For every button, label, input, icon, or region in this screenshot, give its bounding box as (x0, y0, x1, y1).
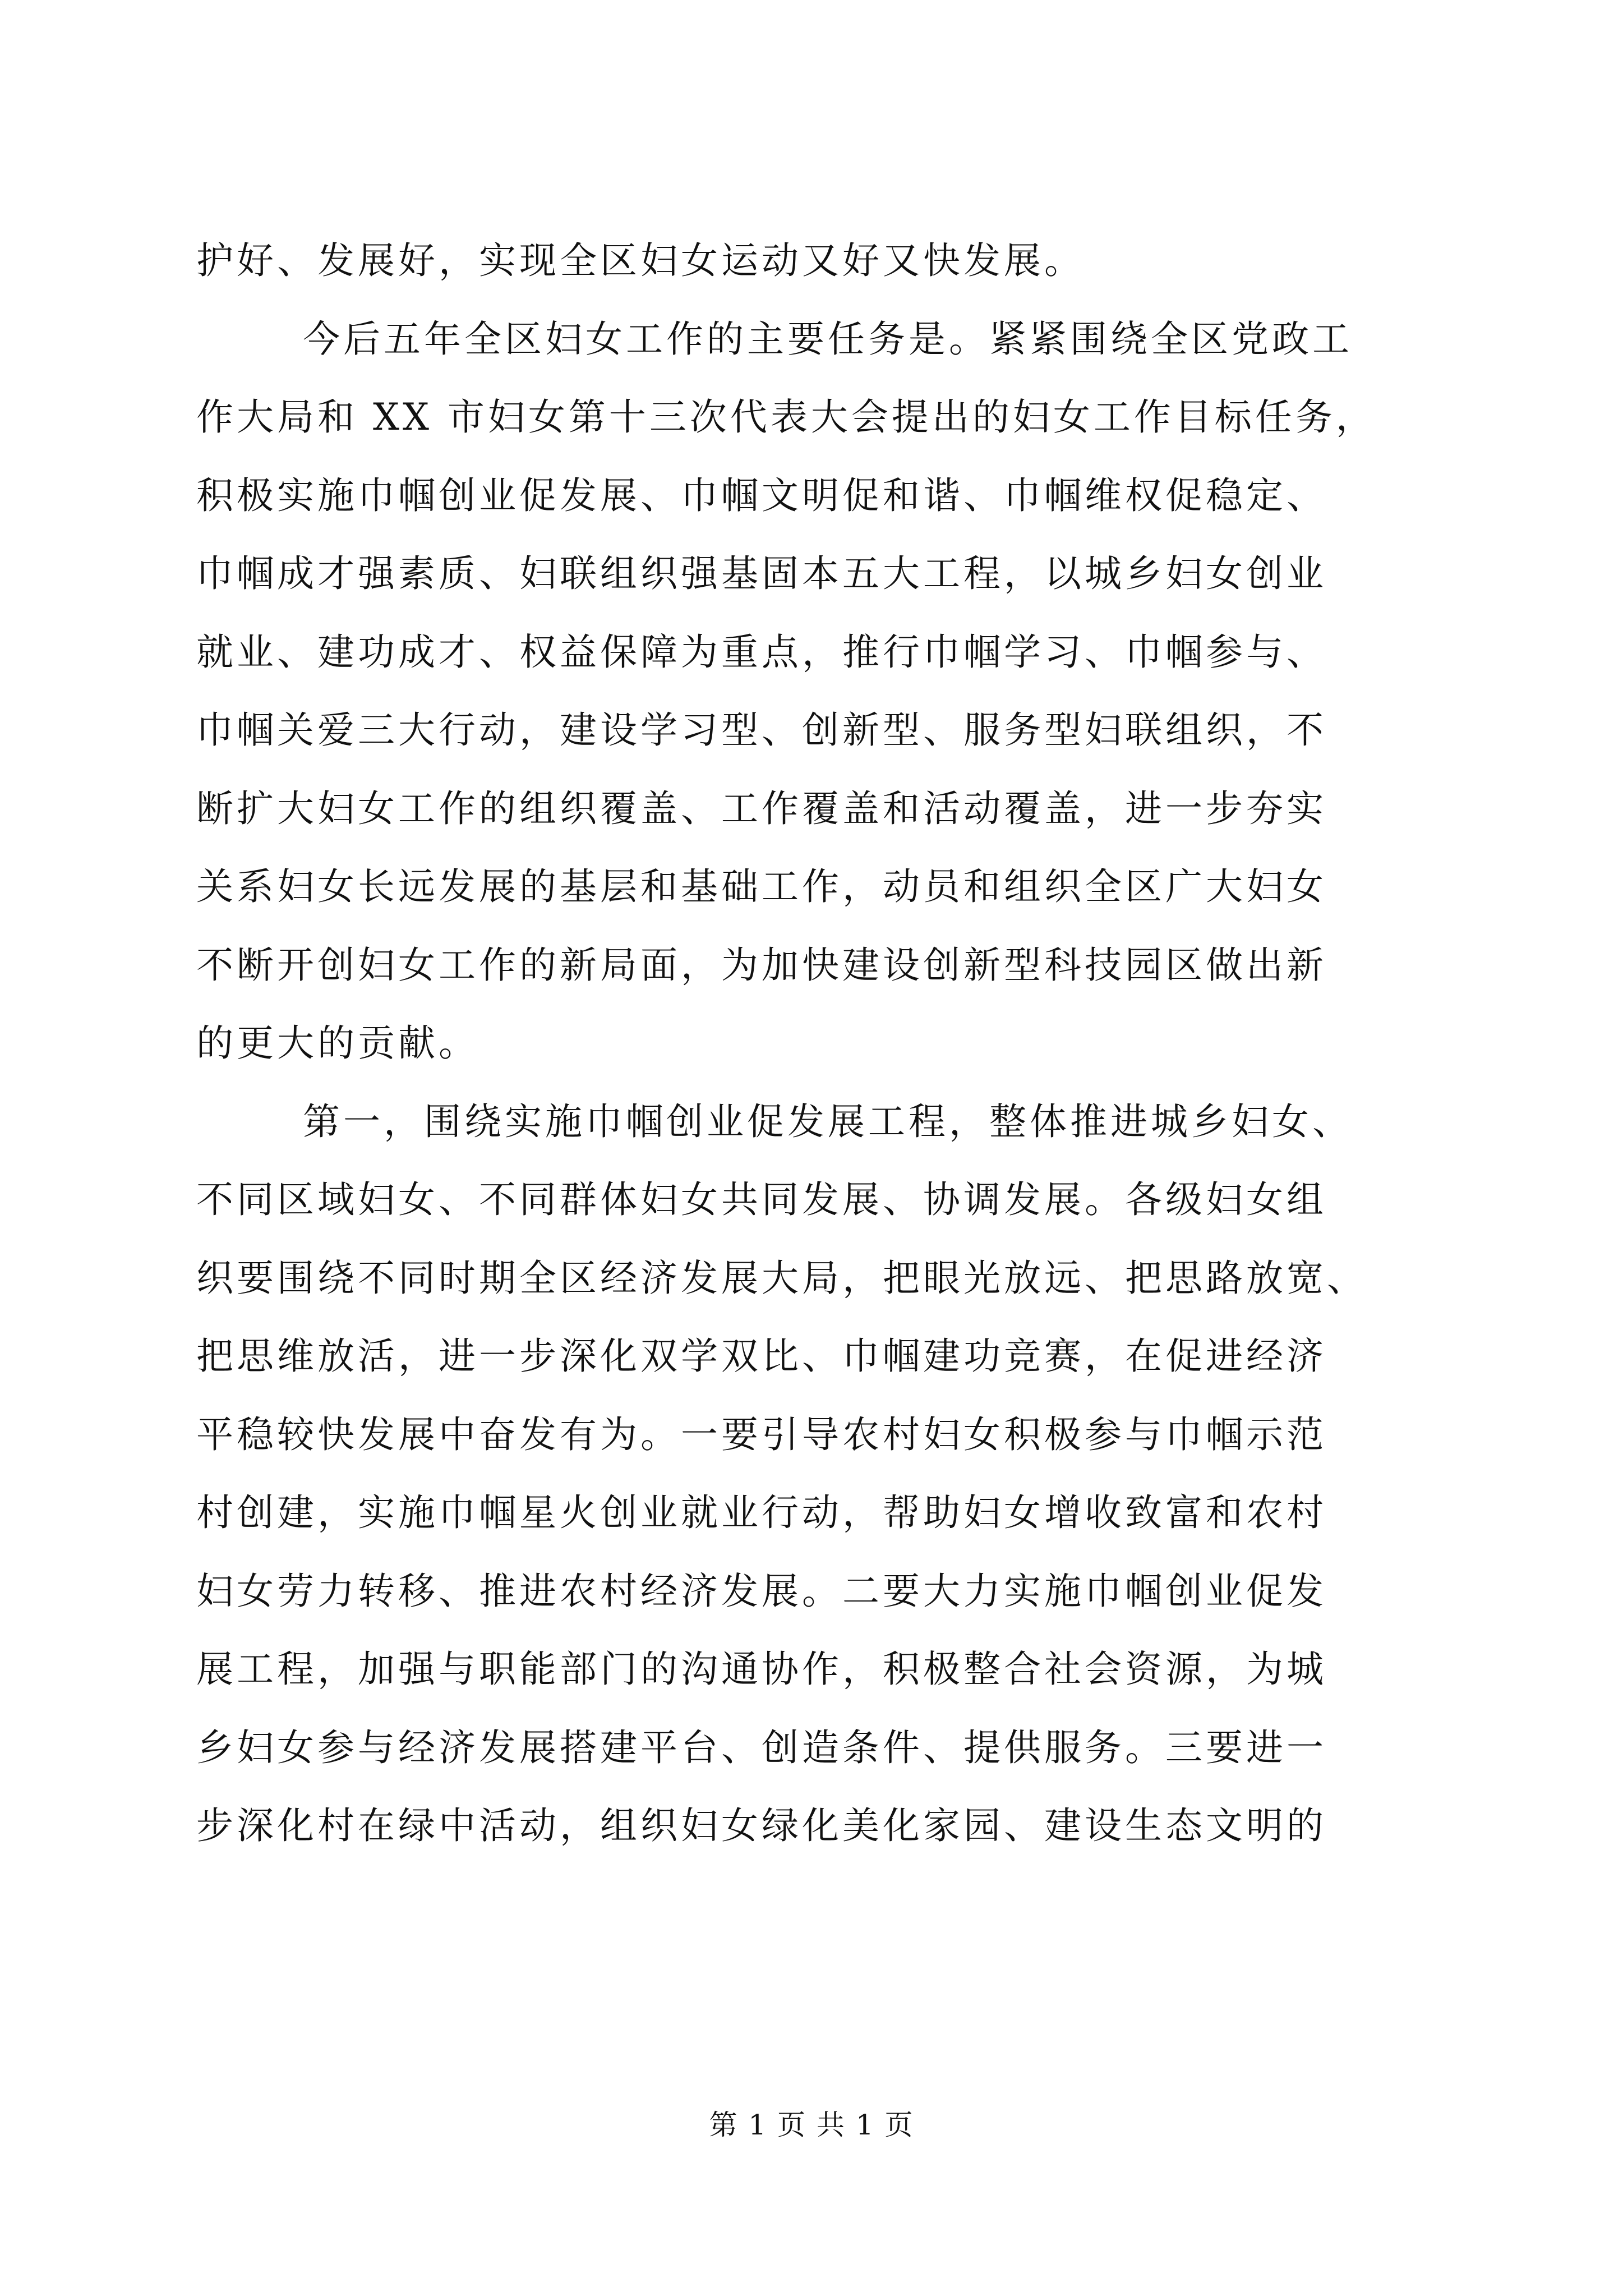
text-line: 乡妇女参与经济发展搭建平台、创造条件、提供服务。三要进一 (196, 1726, 1327, 1769)
text-line: 织要围绕不同时期全区经济发展大局，把眼光放远、把思路放宽、 (196, 1256, 1367, 1300)
text-line: 积极实施巾帼创业促发展、巾帼文明促和谐、巾帼维权促稳定、 (196, 473, 1327, 517)
text-line: 平稳较快发展中奋发有为。一要引导农村妇女积极参与巾帼示范 (196, 1412, 1327, 1456)
text-line: 巾帼关爱三大行动，建设学习型、创新型、服务型妇联组织，不 (196, 708, 1327, 752)
paragraph-first-line: 今后五年全区妇女工作的主要任务是。紧紧围绕全区党政工 (303, 317, 1353, 361)
text-line: 的更大的贡献。 (196, 1022, 479, 1065)
paragraph-first-line: 第一，围绕实施巾帼创业促发展工程，整体推进城乡妇女、 (303, 1099, 1353, 1143)
text-line: 村创建，实施巾帼星火创业就业行动，帮助妇女增收致富和农村 (196, 1491, 1327, 1534)
text-line: 展工程，加强与职能部门的沟通协作，积极整合社会资源，为城 (196, 1648, 1327, 1691)
document-body (196, 222, 1430, 1865)
text-line: 不断开创妇女工作的新局面，为加快建设创新型科技园区做出新 (196, 943, 1327, 987)
text-line: 步深化村在绿中活动，组织妇女绿化美化家园、建设生态文明的 (196, 1804, 1327, 1847)
text-line: 关系妇女长远发展的基层和基础工作，动员和组织全区广大妇女 (196, 865, 1327, 908)
text-line: 巾帼成才强素质、妇联组织强基固本五大工程，以城乡妇女创业 (196, 552, 1327, 595)
text-line: 作大局和 XX 市妇女第十三次代表大会提出的妇女工作目标任务， (196, 395, 1376, 439)
text-line: 不同区域妇女、不同群体妇女共同发展、协调发展。各级妇女组 (196, 1178, 1327, 1221)
text-line: 护好、发展好，实现全区妇女运动又好又快发展。 (196, 239, 1085, 282)
page-number-footer: 第 1 页 共 1 页 (709, 2109, 914, 2141)
text-line: 把思维放活，进一步深化双学双比、巾帼建功竞赛，在促进经济 (196, 1335, 1327, 1378)
text-line: 就业、建功成才、权益保障为重点，推行巾帼学习、巾帼参与、 (196, 630, 1327, 674)
text-line: 妇女劳力转移、推进农村经济发展。二要大力实施巾帼创业促发 (196, 1569, 1327, 1613)
text-line: 断扩大妇女工作的组织覆盖、工作覆盖和活动覆盖，进一步夯实 (196, 786, 1327, 830)
